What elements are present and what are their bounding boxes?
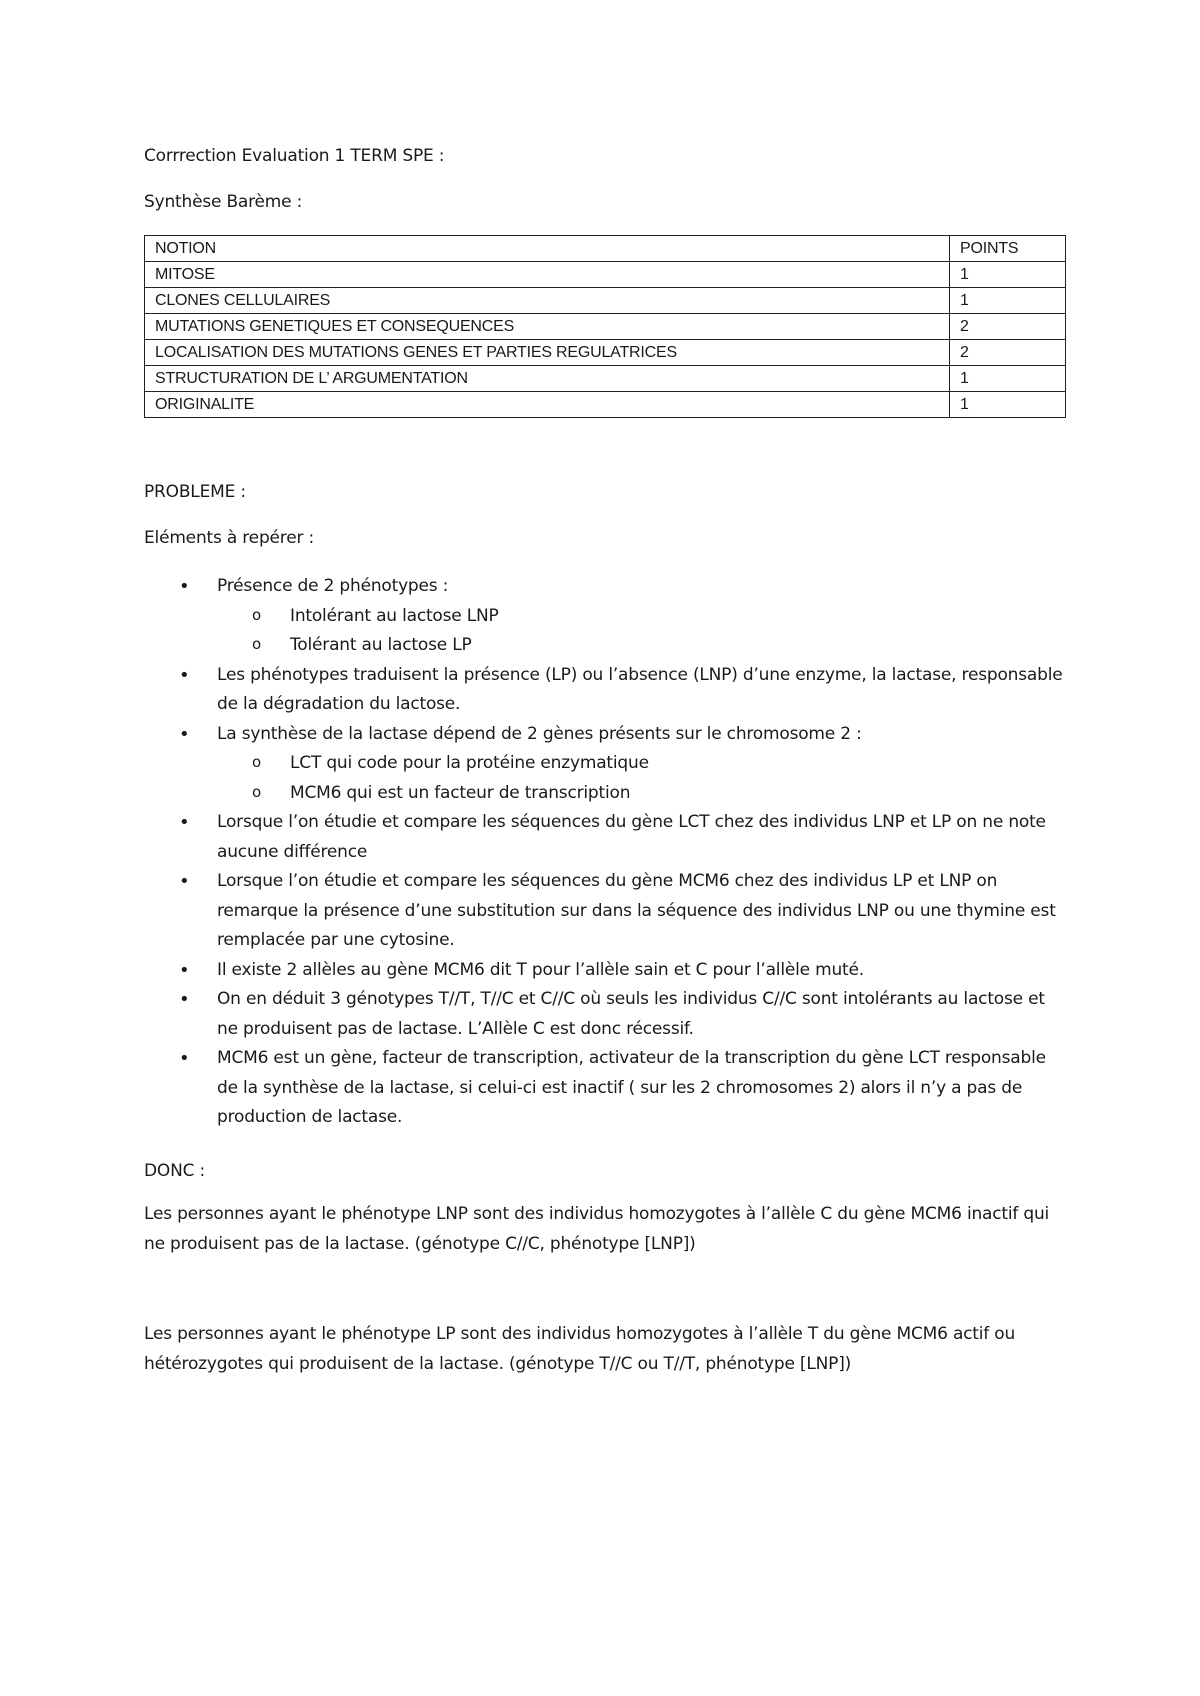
header-points: POINTS [950, 236, 1066, 262]
list-item [144, 720, 1066, 809]
points-cell: 2 [950, 340, 1066, 366]
list-item-text: MCM6 est un gène, facteur de transcription, activateur de la transcription du gène LCT responsable de la synthèse de la lactase, si celui-ci est inactif ( sur les 2 chromosomes 2) alors il n’y a pas de production de lactase. [217, 1048, 1046, 1127]
table-row [145, 366, 1066, 392]
list-item [144, 985, 1066, 1044]
points-cell: 2 [950, 314, 1066, 340]
bareme-table [144, 235, 1066, 418]
list-item [144, 956, 1066, 986]
list-item [144, 1044, 1066, 1133]
sub-list [217, 602, 1066, 661]
table-row [145, 314, 1066, 340]
sub-list-item: o LCT qui code pour la protéine enzymatique [217, 749, 1066, 779]
notion-cell: ORIGINALITE [145, 392, 950, 418]
document-title: Corrrection Evaluation 1 TERM SPE : [144, 146, 445, 166]
list-item-text: Lorsque l’on étudie et compare les séquences du gène LCT chez des individus LNP et LP on ne note aucune différence [217, 812, 1046, 862]
probleme-heading: PROBLEME : [144, 482, 246, 502]
table-row [145, 262, 1066, 288]
list-item-text: On en déduit 3 génotypes T//T, T//C et C//C où seuls les individus C//C sont intolérants au lactose et ne produisent pas de lactase. L’Allèle C est donc récessif. [217, 989, 1045, 1039]
table-header-row [145, 236, 1066, 262]
notion-cell: STRUCTURATION DE L’ ARGUMENTATION [145, 366, 950, 392]
bareme-heading: Synthèse Barème : [144, 192, 303, 212]
points-cell: 1 [950, 288, 1066, 314]
elements-heading: Eléments à repérer : [144, 528, 314, 548]
table-row [145, 288, 1066, 314]
elements-list [144, 572, 1066, 1133]
list-item-text: Lorsque l’on étudie et compare les séquences du gène MCM6 chez des individus LP et LNP on remarque la présence d’une substitution sur dans la séquence des individus LNP ou une thymine est remplacée par une cytosine. [217, 871, 1056, 950]
list-item-text: Les phénotypes traduisent la présence (LP) ou l’absence (LNP) d’une enzyme, la lactase, responsable de la dégradation du lactose. [217, 664, 1063, 714]
donc-heading: DONC : [144, 1161, 205, 1181]
table-row [145, 392, 1066, 418]
notion-cell: MITOSE [145, 262, 950, 288]
header-notion: NOTION [145, 236, 950, 262]
points-cell: 1 [950, 366, 1066, 392]
sub-list-item: o Intolérant au lactose LNP [217, 602, 1066, 632]
list-item [144, 661, 1066, 720]
list-item-text: La synthèse de la lactase dépend de 2 gènes présents sur le chromosome 2 : [217, 723, 862, 744]
notion-cell: CLONES CELLULAIRES [145, 288, 950, 314]
sub-list [217, 749, 1066, 808]
points-cell: 1 [950, 262, 1066, 288]
list-item [144, 808, 1066, 867]
conclusion-paragraph: Les personnes ayant le phénotype LP sont des individus homozygotes à l’allèle T du gène MCM6 actif ou hétérozygotes qui produisent de la lactase. (génotype T//C ou T//T, phénotype [LNP]) [144, 1324, 1016, 1374]
table-row [145, 340, 1066, 366]
list-item-text: Présence de 2 phénotypes : [217, 576, 449, 596]
list-item [144, 572, 1066, 661]
points-cell: 1 [950, 392, 1066, 418]
conclusion-paragraph: Les personnes ayant le phénotype LNP sont des individus homozygotes à l’allèle C du gène MCM6 inactif qui ne produisent pas de la lactase. (génotype C//C, phénotype [LNP]) [144, 1204, 1050, 1254]
list-item-text: Il existe 2 allèles au gène MCM6 dit T pour l’allèle sain et C pour l’allèle muté. [217, 959, 864, 980]
sub-list-item: o Tolérant au lactose LP [217, 631, 1066, 661]
list-item [144, 867, 1066, 956]
sub-list-item: o MCM6 qui est un facteur de transcription [217, 779, 1066, 809]
notion-cell: LOCALISATION DES MUTATIONS GENES ET PARTIES REGULATRICES [145, 340, 950, 366]
notion-cell: MUTATIONS GENETIQUES ET CONSEQUENCES [145, 314, 950, 340]
